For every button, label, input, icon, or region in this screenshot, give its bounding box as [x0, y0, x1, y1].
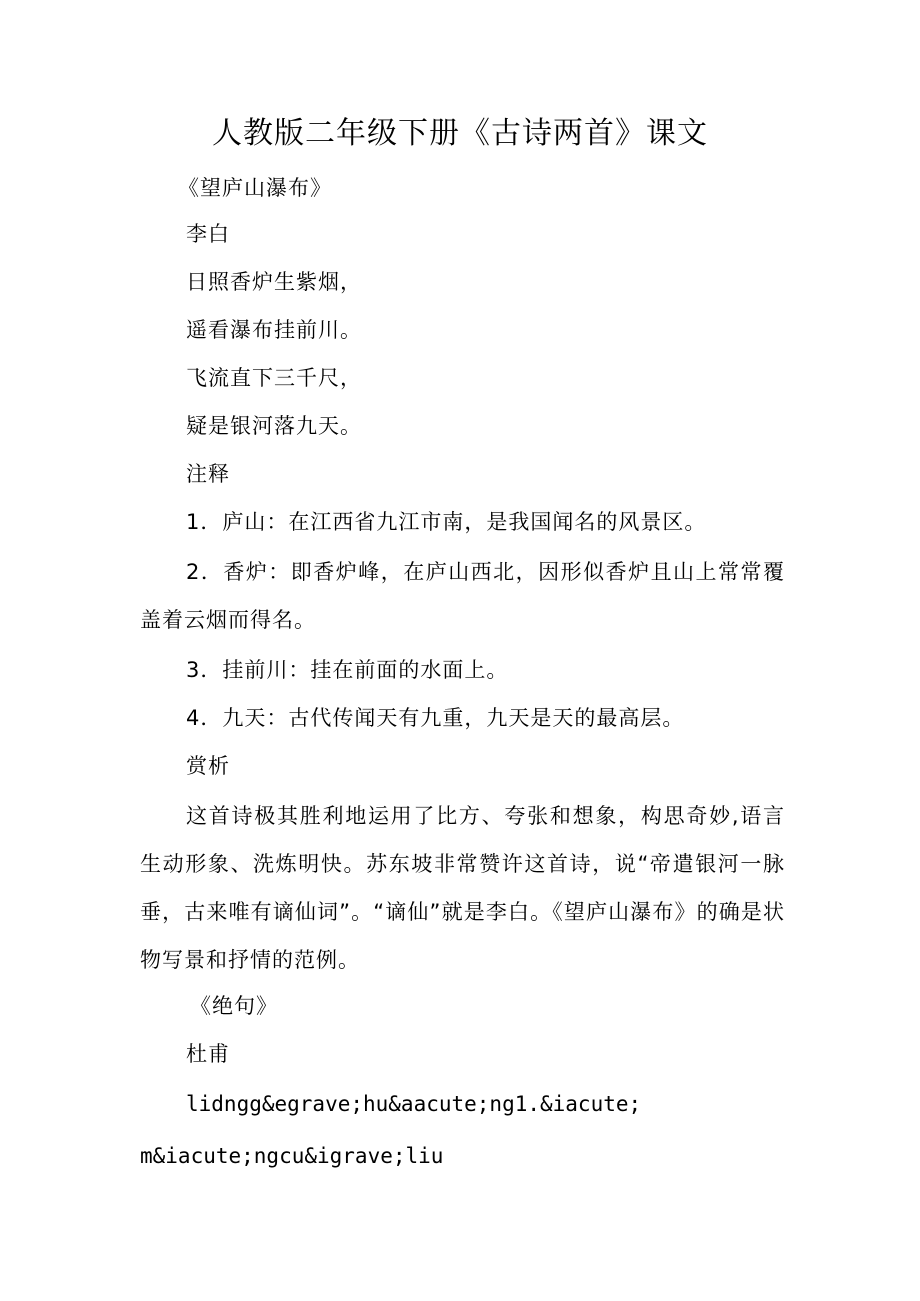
poem1-line-4: 疑是银河落九天。 — [186, 414, 362, 438]
appreciation-heading: 赏析 — [186, 754, 230, 778]
appreciation-text: 这首诗极其胜利地运用了比方、夸张和想象，构思奇妙,语言生动形象、洗炼明快。苏东坡非常赞许这首诗，说“帝遣银河一脉垂，古来唯有谪仙词”。“谪仙”就是李白。《望庐山瀑布》的确是状物写景和抒情的范例。 — [140, 804, 785, 972]
note-item-1: 1．庐山：在江西省九江市南，是我国闻名的风景区。 — [186, 510, 707, 534]
poem1-line-3: 飞流直下三千尺， — [186, 366, 362, 390]
poem1-author: 李白 — [186, 222, 230, 246]
note-item-3: 3．挂前川：挂在前面的水面上。 — [186, 658, 509, 682]
poem1-line-1: 日照香炉生紫烟， — [186, 270, 362, 294]
poem2-title: 《绝句》 — [190, 994, 278, 1018]
notes-heading: 注释 — [186, 462, 230, 486]
poem1-line-2: 遥看瀑布挂前川。 — [186, 318, 362, 342]
pinyin-line-2: m&iacute;ngcu&igrave;liu — [140, 1144, 444, 1168]
poem1-title: 《望庐山瀑布》 — [178, 176, 332, 200]
note-item-2: 2．香炉：即香炉峰，在庐山西北，因形似香炉且山上常常覆盖着云烟而得名。 — [140, 560, 785, 632]
note-item-4: 4．九天：古代传闻天有九重，九天是天的最高层。 — [186, 706, 685, 730]
page-title: 人教版二年级下册《古诗两首》课文 — [212, 116, 708, 151]
poem2-author: 杜甫 — [186, 1042, 230, 1066]
pinyin-line-1: lidngg&egrave;hu&aacute;ng1.&iacute; — [186, 1092, 642, 1116]
